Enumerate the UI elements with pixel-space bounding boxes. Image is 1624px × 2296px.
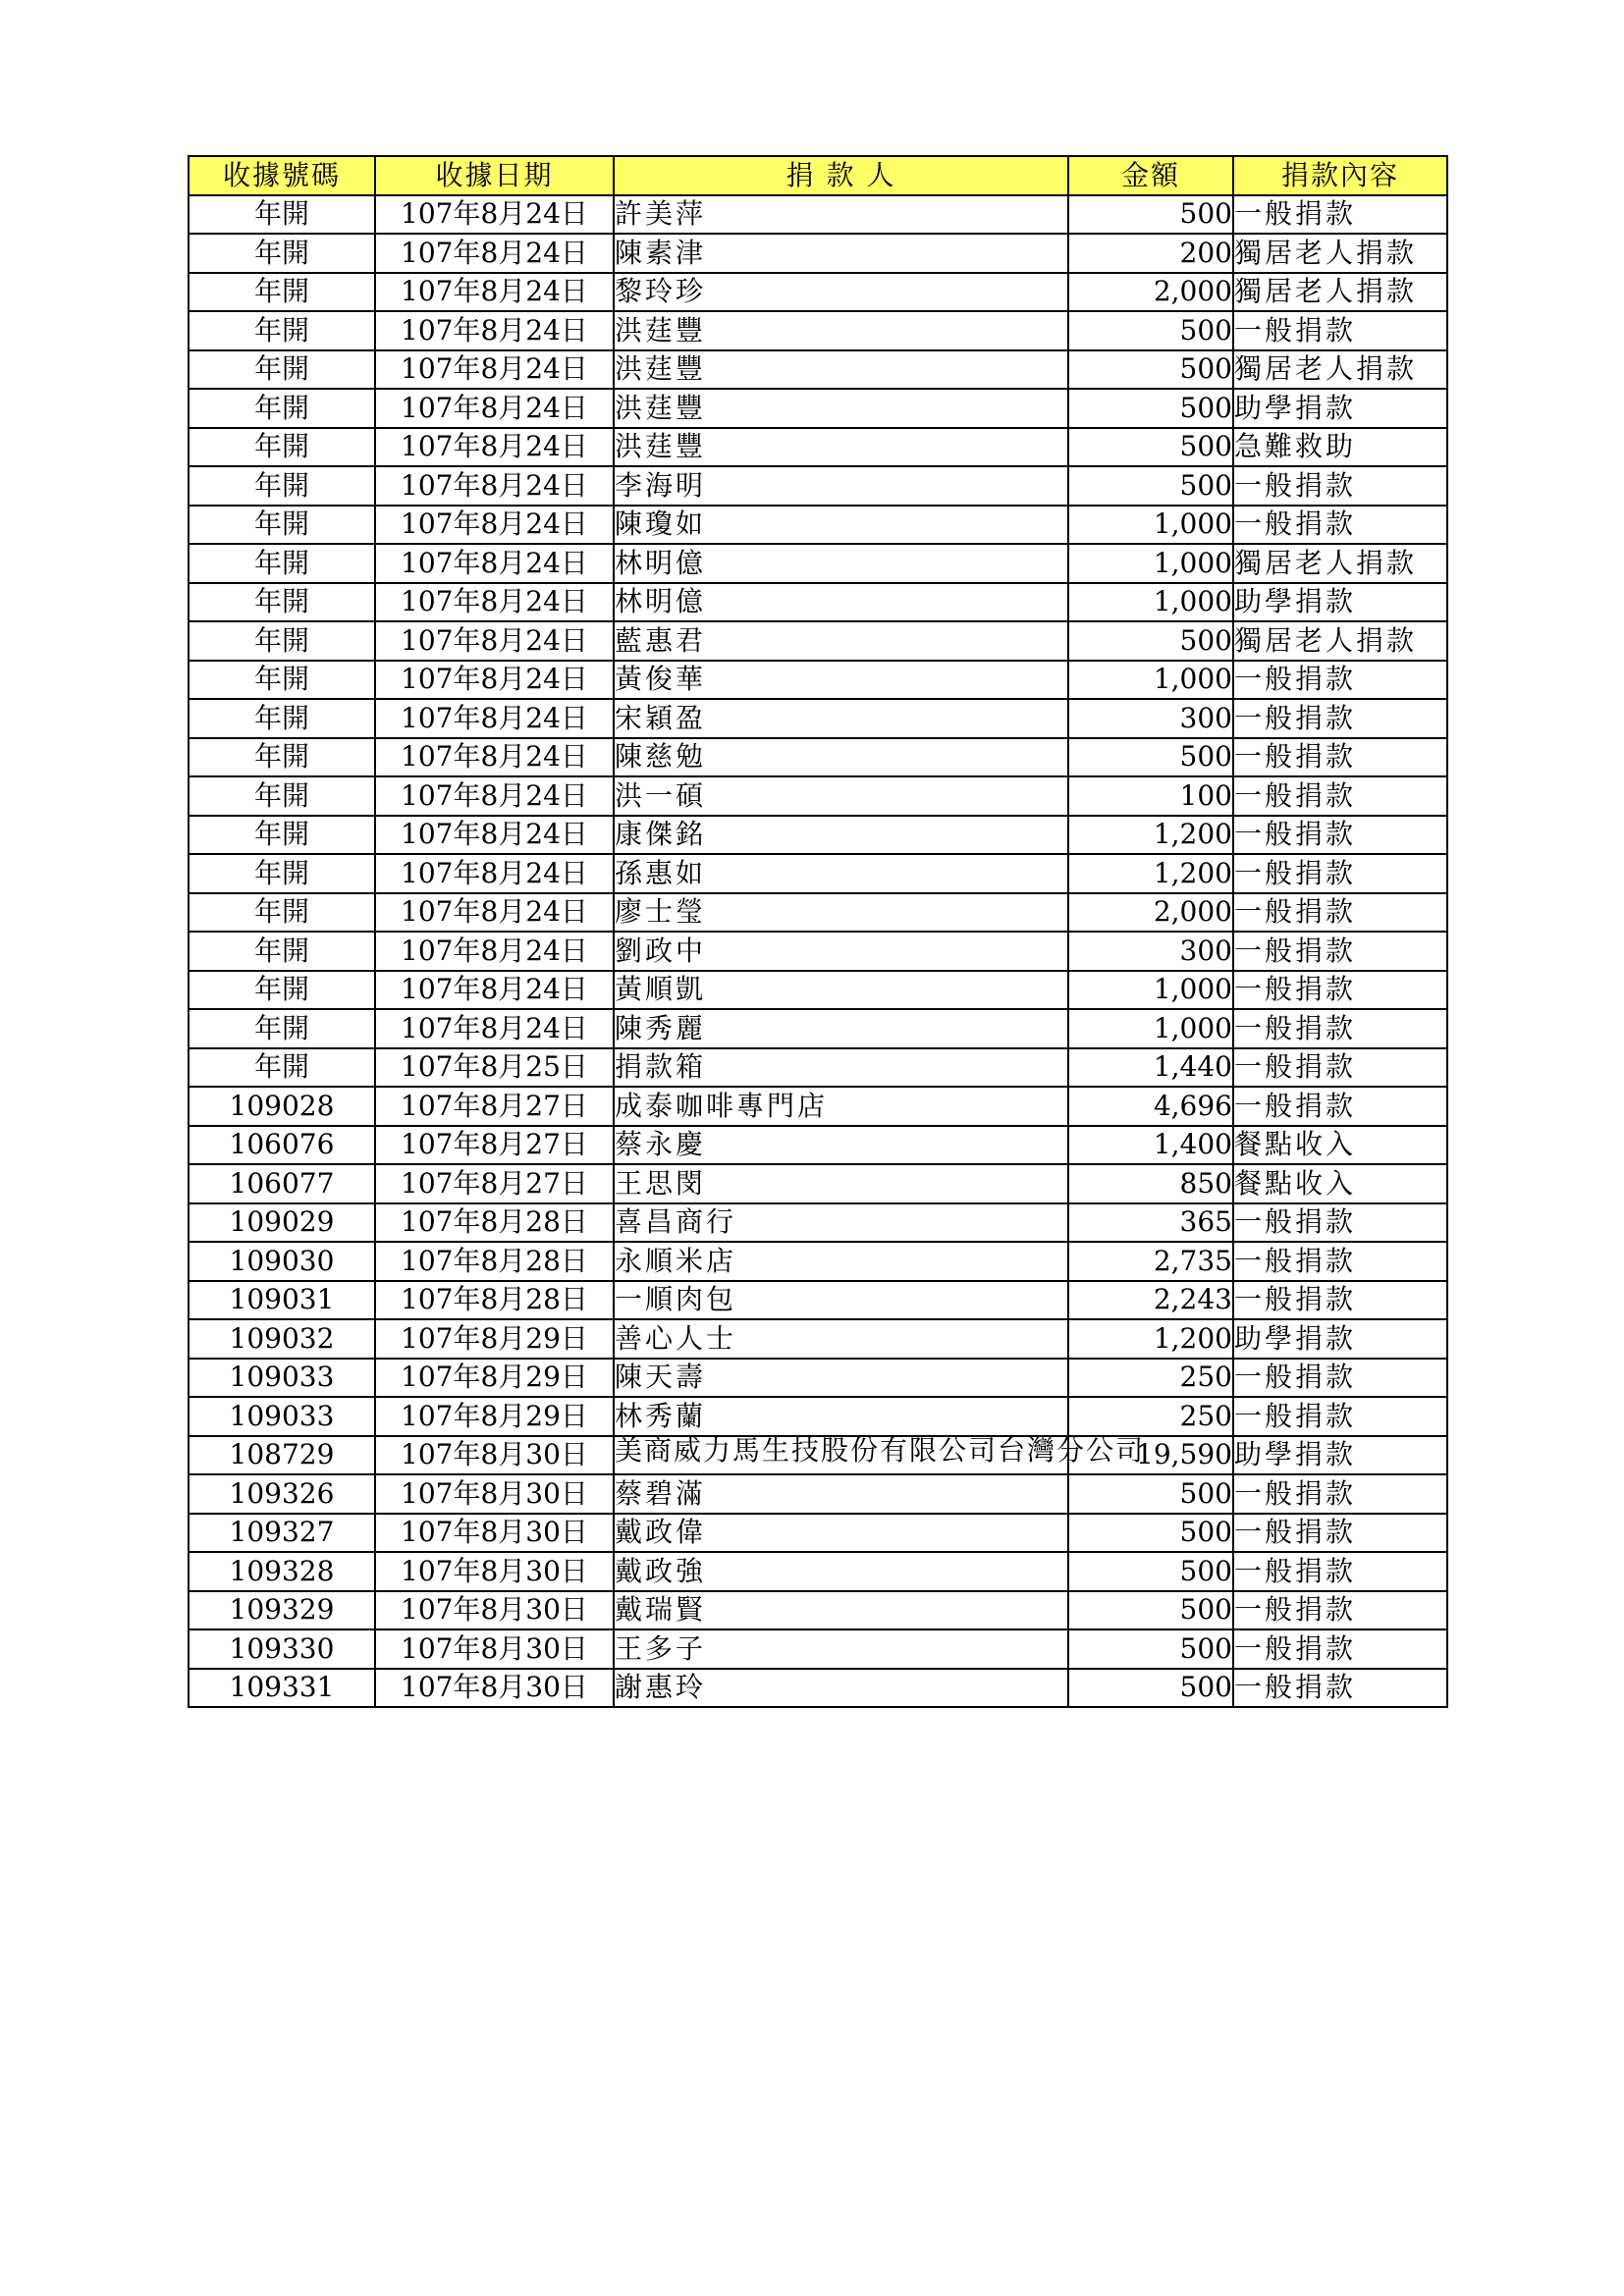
receipt-number-cell: 年開 [189,234,375,273]
table-row [189,428,1447,467]
donor-cell: 劉政中 [614,932,1068,971]
amount-cell: 500 [1068,466,1233,506]
donor-cell: 陳素津 [614,234,1068,273]
header-row [189,156,1447,195]
table-header [189,156,1447,195]
amount-cell: 2,000 [1068,273,1233,312]
receipt-date-cell: 107年8月30日 [375,1629,614,1669]
purpose-cell: 一般捐款 [1233,1087,1447,1126]
receipt-date-cell: 107年8月24日 [375,621,614,661]
receipt-date-cell: 107年8月24日 [375,816,614,855]
receipt-date-cell: 107年8月30日 [375,1436,614,1475]
donor-cell: 黎玲珍 [614,273,1068,312]
receipt-number-cell: 年開 [189,661,375,700]
purpose-cell: 急難救助 [1233,428,1447,467]
donor-cell: 洪莛豐 [614,311,1068,350]
receipt-date-cell: 107年8月24日 [375,350,614,390]
donor-cell: 藍惠君 [614,621,1068,661]
donor-cell: 許美萍 [614,195,1068,235]
donor-cell: 陳慈勉 [614,738,1068,777]
header-purpose: 捐款內容 [1233,156,1447,195]
purpose-cell: 一般捐款 [1233,1397,1447,1436]
amount-cell: 500 [1068,1474,1233,1514]
table-row [189,506,1447,545]
receipt-number-cell: 108729 [189,1436,375,1475]
donor-cell: 戴政偉 [614,1514,1068,1553]
amount-cell: 500 [1068,621,1233,661]
purpose-cell: 一般捐款 [1233,1359,1447,1398]
table-row [189,1514,1447,1553]
amount-cell: 2,000 [1068,893,1233,933]
receipt-date-cell: 107年8月24日 [375,1009,614,1048]
receipt-number-cell: 年開 [189,389,375,428]
donor-cell: 洪莛豐 [614,350,1068,390]
donor-cell: 康傑銘 [614,816,1068,855]
purpose-cell: 一般捐款 [1233,1281,1447,1320]
receipt-date-cell: 107年8月30日 [375,1474,614,1514]
table-row [189,1242,1447,1281]
purpose-cell: 一般捐款 [1233,816,1447,855]
table-row [189,893,1447,933]
amount-cell: 100 [1068,776,1233,816]
purpose-cell: 獨居老人捐款 [1233,273,1447,312]
receipt-date-cell: 107年8月29日 [375,1359,614,1398]
receipt-number-cell: 109033 [189,1397,375,1436]
receipt-number-cell: 年開 [189,738,375,777]
header-receipt-number: 收據號碼 [189,156,375,195]
amount-cell: 365 [1068,1203,1233,1243]
table-row [189,1629,1447,1669]
receipt-number-cell: 年開 [189,1048,375,1088]
purpose-cell: 一般捐款 [1233,1242,1447,1281]
donor-cell: 陳天壽 [614,1359,1068,1398]
amount-cell: 300 [1068,699,1233,738]
amount-cell: 1,200 [1068,816,1233,855]
amount-cell: 1,200 [1068,854,1233,893]
receipt-number-cell: 年開 [189,583,375,622]
receipt-date-cell: 107年8月30日 [375,1552,614,1591]
receipt-date-cell: 107年8月30日 [375,1669,614,1708]
amount-cell: 500 [1068,311,1233,350]
receipt-number-cell: 109326 [189,1474,375,1514]
purpose-cell: 一般捐款 [1233,1552,1447,1591]
amount-cell: 500 [1068,1669,1233,1708]
table-row [189,932,1447,971]
donor-cell: 王思閔 [614,1164,1068,1203]
amount-cell: 4,696 [1068,1087,1233,1126]
receipt-date-cell: 107年8月24日 [375,854,614,893]
donor-cell: 永順米店 [614,1242,1068,1281]
purpose-cell: 獨居老人捐款 [1233,544,1447,583]
donor-cell: 戴政強 [614,1552,1068,1591]
amount-cell: 250 [1068,1359,1233,1398]
header-receipt-date: 收據日期 [375,156,614,195]
donor-cell: 蔡碧滿 [614,1474,1068,1514]
table-row [189,1087,1447,1126]
table-row [189,699,1447,738]
table-row [189,466,1447,506]
purpose-cell: 一般捐款 [1233,932,1447,971]
amount-cell: 19,590 [1068,1436,1233,1475]
donor-cell: 喜昌商行 [614,1203,1068,1243]
table-row [189,1397,1447,1436]
receipt-number-cell: 109032 [189,1319,375,1359]
donor-cell: 黃俊華 [614,661,1068,700]
receipt-number-cell: 年開 [189,195,375,235]
header-amount: 金額 [1068,156,1233,195]
donor-cell: 王多子 [614,1629,1068,1669]
purpose-cell: 一般捐款 [1233,893,1447,933]
receipt-date-cell: 107年8月28日 [375,1203,614,1243]
receipt-date-cell: 107年8月27日 [375,1126,614,1165]
receipt-date-cell: 107年8月24日 [375,428,614,467]
receipt-number-cell: 年開 [189,273,375,312]
donor-cell: 謝惠玲 [614,1669,1068,1708]
purpose-cell: 一般捐款 [1233,1669,1447,1708]
donor-cell: 黃順凱 [614,971,1068,1010]
donor-cell: 洪一碩 [614,776,1068,816]
purpose-cell: 一般捐款 [1233,1629,1447,1669]
amount-cell: 500 [1068,1591,1233,1630]
receipt-number-cell: 年開 [189,816,375,855]
donor-cell: 宋穎盈 [614,699,1068,738]
receipt-number-cell: 年開 [189,893,375,933]
table-row [189,854,1447,893]
receipt-date-cell: 107年8月27日 [375,1164,614,1203]
purpose-cell: 一般捐款 [1233,1009,1447,1048]
receipt-number-cell: 109033 [189,1359,375,1398]
receipt-number-cell: 109329 [189,1591,375,1630]
receipt-number-cell: 年開 [189,971,375,1010]
receipt-date-cell: 107年8月24日 [375,389,614,428]
receipt-date-cell: 107年8月24日 [375,971,614,1010]
donation-table [188,155,1448,1708]
purpose-cell: 一般捐款 [1233,506,1447,545]
amount-cell: 850 [1068,1164,1233,1203]
receipt-date-cell: 107年8月24日 [375,776,614,816]
table-row [189,234,1447,273]
donor-cell: 善心人士 [614,1319,1068,1359]
receipt-number-cell: 年開 [189,466,375,506]
table-row [189,389,1447,428]
purpose-cell: 一般捐款 [1233,776,1447,816]
donor-cell: 陳瓊如 [614,506,1068,545]
table-row [189,816,1447,855]
table-row [189,1591,1447,1630]
receipt-date-cell: 107年8月24日 [375,893,614,933]
receipt-number-cell: 年開 [189,350,375,390]
receipt-number-cell: 年開 [189,311,375,350]
receipt-date-cell: 107年8月25日 [375,1048,614,1088]
receipt-number-cell: 年開 [189,621,375,661]
table-row [189,661,1447,700]
table-row [189,311,1447,350]
receipt-number-cell: 109327 [189,1514,375,1553]
purpose-cell: 餐點收入 [1233,1164,1447,1203]
receipt-date-cell: 107年8月24日 [375,466,614,506]
amount-cell: 500 [1068,1514,1233,1553]
amount-cell: 500 [1068,350,1233,390]
header-donor: 捐 款 人 [614,156,1068,195]
receipt-number-cell: 年開 [189,776,375,816]
amount-cell: 500 [1068,389,1233,428]
amount-cell: 1,000 [1068,1009,1233,1048]
table-row [189,1552,1447,1591]
donor-cell: 洪莛豐 [614,428,1068,467]
table-row [189,1164,1447,1203]
donor-cell: 林秀蘭 [614,1397,1068,1436]
purpose-cell: 一般捐款 [1233,738,1447,777]
receipt-date-cell: 107年8月28日 [375,1242,614,1281]
amount-cell: 1,000 [1068,506,1233,545]
receipt-number-cell: 109031 [189,1281,375,1320]
amount-cell: 200 [1068,234,1233,273]
table-row [189,350,1447,390]
amount-cell: 1,440 [1068,1048,1233,1088]
receipt-number-cell: 109328 [189,1552,375,1591]
amount-cell: 1,000 [1068,971,1233,1010]
table-row [189,273,1447,312]
receipt-date-cell: 107年8月24日 [375,738,614,777]
donor-cell: 戴瑞賢 [614,1591,1068,1630]
receipt-date-cell: 107年8月24日 [375,583,614,622]
receipt-date-cell: 107年8月28日 [375,1281,614,1320]
purpose-cell: 一般捐款 [1233,699,1447,738]
donor-cell: 陳秀麗 [614,1009,1068,1048]
amount-cell: 500 [1068,1629,1233,1669]
purpose-cell: 助學捐款 [1233,1436,1447,1475]
table-row [189,1126,1447,1165]
receipt-number-cell: 109331 [189,1669,375,1708]
table-row [189,1203,1447,1243]
receipt-number-cell: 年開 [189,1009,375,1048]
table-row [189,621,1447,661]
table-row [189,1359,1447,1398]
donor-cell: 蔡永慶 [614,1126,1068,1165]
purpose-cell: 獨居老人捐款 [1233,621,1447,661]
table-row [189,776,1447,816]
table-body [189,195,1447,1708]
amount-cell: 1,400 [1068,1126,1233,1165]
receipt-number-cell: 109330 [189,1629,375,1669]
amount-cell: 2,243 [1068,1281,1233,1320]
amount-cell: 1,000 [1068,661,1233,700]
receipt-number-cell: 年開 [189,506,375,545]
receipt-date-cell: 107年8月24日 [375,195,614,235]
table-row [189,1669,1447,1708]
table-row [189,195,1447,235]
purpose-cell: 一般捐款 [1233,466,1447,506]
donor-cell: 洪莛豐 [614,389,1068,428]
purpose-cell: 一般捐款 [1233,195,1447,235]
purpose-cell: 一般捐款 [1233,1474,1447,1514]
receipt-date-cell: 107年8月29日 [375,1319,614,1359]
amount-cell: 1,000 [1068,583,1233,622]
purpose-cell: 助學捐款 [1233,1319,1447,1359]
donor-cell: 一順肉包 [614,1281,1068,1320]
donor-cell: 捐款箱 [614,1048,1068,1088]
purpose-cell: 助學捐款 [1233,389,1447,428]
receipt-date-cell: 107年8月24日 [375,506,614,545]
table-row [189,971,1447,1010]
receipt-date-cell: 107年8月24日 [375,661,614,700]
purpose-cell: 一般捐款 [1233,1203,1447,1243]
table-row [189,1281,1447,1320]
purpose-cell: 一般捐款 [1233,661,1447,700]
donor-cell: 廖士瑩 [614,893,1068,933]
amount-cell: 500 [1068,428,1233,467]
table-row [189,1319,1447,1359]
amount-cell: 500 [1068,195,1233,235]
purpose-cell: 餐點收入 [1233,1126,1447,1165]
donor-cell: 李海明 [614,466,1068,506]
receipt-number-cell: 109030 [189,1242,375,1281]
donor-cell: 美商威力馬生技股份有限公司台灣分公司 [614,1436,1068,1475]
purpose-cell: 助學捐款 [1233,583,1447,622]
receipt-date-cell: 107年8月24日 [375,544,614,583]
receipt-date-cell: 107年8月30日 [375,1591,614,1630]
amount-cell: 250 [1068,1397,1233,1436]
amount-cell: 500 [1068,738,1233,777]
amount-cell: 500 [1068,1552,1233,1591]
donor-cell: 林明億 [614,583,1068,622]
table-row [189,738,1447,777]
receipt-date-cell: 107年8月24日 [375,273,614,312]
purpose-cell: 一般捐款 [1233,854,1447,893]
purpose-cell: 一般捐款 [1233,1591,1447,1630]
receipt-number-cell: 109028 [189,1087,375,1126]
receipt-date-cell: 107年8月24日 [375,234,614,273]
donor-cell: 林明億 [614,544,1068,583]
table-row [189,583,1447,622]
donor-cell: 孫惠如 [614,854,1068,893]
receipt-number-cell: 年開 [189,699,375,738]
table-row [189,1009,1447,1048]
receipt-number-cell: 年開 [189,854,375,893]
table-row [189,1474,1447,1514]
receipt-number-cell: 年開 [189,932,375,971]
amount-cell: 300 [1068,932,1233,971]
receipt-date-cell: 107年8月30日 [375,1514,614,1553]
purpose-cell: 一般捐款 [1233,311,1447,350]
amount-cell: 2,735 [1068,1242,1233,1281]
receipt-date-cell: 107年8月24日 [375,311,614,350]
receipt-number-cell: 年開 [189,544,375,583]
table-row [189,544,1447,583]
table-row [189,1436,1447,1475]
purpose-cell: 一般捐款 [1233,1048,1447,1088]
amount-cell: 1,200 [1068,1319,1233,1359]
receipt-date-cell: 107年8月27日 [375,1087,614,1126]
receipt-number-cell: 109029 [189,1203,375,1243]
receipt-date-cell: 107年8月24日 [375,932,614,971]
table-row [189,1048,1447,1088]
amount-cell: 1,000 [1068,544,1233,583]
purpose-cell: 一般捐款 [1233,971,1447,1010]
receipt-number-cell: 106076 [189,1126,375,1165]
purpose-cell: 獨居老人捐款 [1233,234,1447,273]
receipt-number-cell: 年開 [189,428,375,467]
purpose-cell: 一般捐款 [1233,1514,1447,1553]
purpose-cell: 獨居老人捐款 [1233,350,1447,390]
receipt-date-cell: 107年8月24日 [375,699,614,738]
donor-cell: 成泰咖啡專門店 [614,1087,1068,1126]
receipt-number-cell: 106077 [189,1164,375,1203]
receipt-date-cell: 107年8月29日 [375,1397,614,1436]
